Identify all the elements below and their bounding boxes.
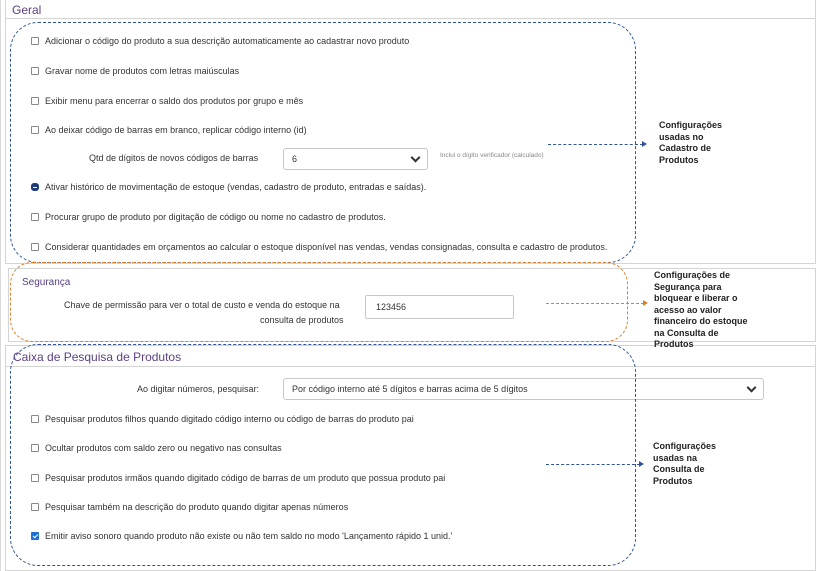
option-label: Ocultar produtos com saldo zero ou negativo nas consultas xyxy=(45,443,282,453)
option-label: Ao deixar código de barras em branco, replicar código interno (id) xyxy=(45,125,307,135)
note-line: Configurações xyxy=(659,120,723,130)
arrow-line-3 xyxy=(546,464,640,465)
caixa-highlight-frame xyxy=(10,344,636,566)
note-line: Consulta de xyxy=(653,464,705,474)
note-line: Configurações xyxy=(653,441,717,451)
chave-label-line2: consulta de produtos xyxy=(260,315,344,325)
arrow-right-icon xyxy=(643,300,648,306)
qtd-digitos-hint: Inclui o dígito verificador (calculado) xyxy=(440,152,544,159)
note-line: usadas no xyxy=(659,131,704,142)
option-label: Considerar quantidades em orçamentos ao calcular o estoque disponível nas vendas, vendas consignadas, consulta e cadastro de produtos. xyxy=(45,242,608,252)
note-line: Produtos xyxy=(653,475,693,486)
option-label: Exibir menu para encerrar o saldo dos produtos por grupo e mês xyxy=(45,96,304,106)
arrow-line-2 xyxy=(546,303,644,304)
select-value: 6 xyxy=(292,154,298,164)
note-line: Produtos xyxy=(654,339,694,349)
option-label: Gravar nome de produtos com letras maiúsculas xyxy=(45,66,240,76)
note-line: Cadastro de xyxy=(659,143,712,153)
arrow-line-1 xyxy=(548,144,643,145)
option-label: Pesquisar também na descrição do produto quando digitar apenas números xyxy=(45,502,349,512)
qtd-digitos-label: Qtd de dígitos de novos códigos de barras xyxy=(89,153,259,163)
option-label: Pesquisar produtos irmãos quando digitado código de barras de um produto que possua produto pai xyxy=(45,473,446,483)
chave-label-line1: Chave de permissão para ver o total de custo e venda do estoque na xyxy=(64,300,340,310)
geral-title-divider xyxy=(5,18,816,19)
select-value: Por código interno até 5 dígitos e barras acima de 5 dígitos xyxy=(292,384,528,394)
seguranca-title: Segurança xyxy=(22,277,71,288)
note-line: na Consulta de xyxy=(654,327,719,338)
note-line: usadas na xyxy=(653,452,698,463)
chevron-down-icon xyxy=(747,383,757,393)
digitar-label: Ao digitar números, pesquisar: xyxy=(137,384,260,394)
option-label: Pesquisar produtos filhos quando digitado código interno ou código de barras do produto pai xyxy=(45,414,414,424)
arrow-right-icon xyxy=(642,141,647,147)
option-label: Emitir aviso sonoro quando produto não existe ou não tem saldo no modo 'Lançamento rápido 1 unid.' xyxy=(45,531,453,541)
geral-title: Geral xyxy=(12,3,42,17)
seguranca-highlight-frame xyxy=(10,262,628,342)
option-label: Ativar histórico de movimentação de estoque (vendas, cadastro de produto, entradas e saídas). xyxy=(45,182,427,192)
option-label: Adicionar o código do produto a sua descrição automaticamente ao cadastrar novo produto xyxy=(45,36,410,46)
note-line: Configurações de xyxy=(654,270,731,280)
input-value: 123456 xyxy=(376,302,407,312)
note-line: financeiro do estoque xyxy=(654,316,748,326)
note-line: Produtos xyxy=(659,154,699,165)
caixa-title: Caixa de Pesquisa de Produtos xyxy=(13,350,182,364)
note-line: acesso ao valor xyxy=(654,304,722,315)
note-seguranca xyxy=(654,270,748,351)
note-consulta xyxy=(653,441,716,487)
note-cadastro xyxy=(659,120,722,166)
geral-highlight-frame xyxy=(10,22,636,263)
arrow-right-icon xyxy=(639,461,644,467)
option-label: Procurar grupo de produto por digitação de código ou nome no cadastro de produtos. xyxy=(45,212,386,222)
note-line: Segurança para xyxy=(654,281,722,292)
note-line: bloquear e liberar o xyxy=(654,293,738,303)
